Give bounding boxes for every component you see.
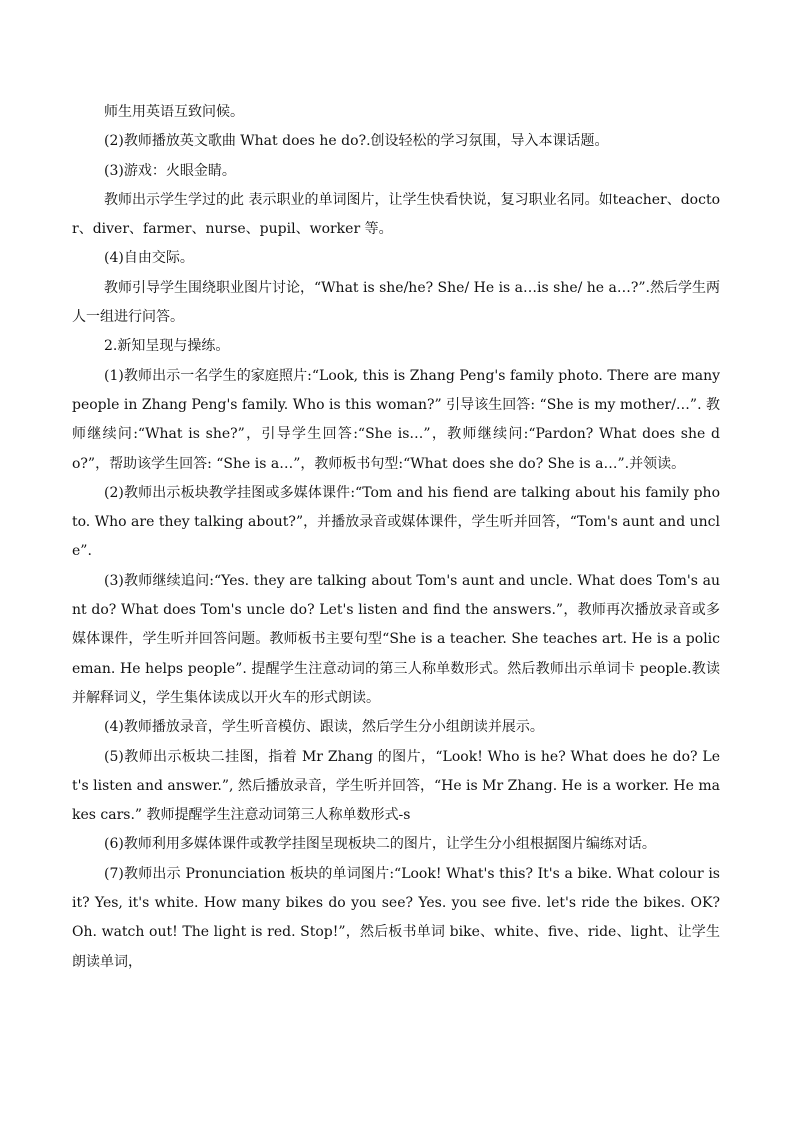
paragraph-step-3: (3)教师继续追问:“Yes. they are talking about Tom's aunt and uncle. What does Tom's aunt do? What does Tom's uncle do? Let's listen and find the answers.”，教师再次播放录音或多媒体课件，学生听并回答问题。教师板书主要句型“She is a teacher. She teaches art. He is a policeman. He helps people”. 提醒学生注意动词的第三人称单数形式。然后教师出示单词卡 people.教读并解释词义，学生集体读成以开火车的形式朗读。 [72, 572, 720, 706]
paragraph-step-4: (4)教师播放录音，学生听音模仿、跟读，然后学生分小组朗读并展示。 [104, 719, 544, 736]
paragraph-step-6: (6)教师利用多媒体课件或教学挂图呈现板块二的图片，让学生分小组根据图片编练对话。 [104, 836, 656, 853]
paragraph-step-5: (5)教师出示板块二挂图，指着 Mr Zhang 的图片，“Look! Who is he? What does he do? Let's listen and answer.”, 然后播放录音，学生听并回答，“He is Mr Zhang. He is a worker. He makes cars.” 教师提醒学生注意动词第三人称单数形式-s [72, 748, 720, 824]
paragraph-free-talk-body: 教师引导学生围绕职业图片讨论，“What is she/he? She/ He is a…is she/ he a…?”.然后学生两人一组进行问答。 [72, 279, 720, 326]
paragraph-game-body: 教师出示学生学过的此 表示职业的单词图片，让学生快看快说，复习职业名同。如teacher、doctor、diver、farmer、nurse、pupil、worker 等。 [72, 191, 720, 238]
document-page [72, 98, 720, 977]
paragraph-game-heading: (3)游戏：火眼金睛。 [104, 162, 236, 179]
paragraph-step-7: (7)教师出示 Pronunciation 板块的单词图片:“Look! What's this? It's a bike. What colour is it? Yes, it's white. How many bikes do you see? Yes. you see five. let's ride the bikes. OK? Oh. watch out! The light is red. Stop!”，然后板书单词 bike、white、five、ride、light、让学生朗读单词， [72, 865, 720, 970]
section-heading-new-knowledge: 2.新知呈现与操练。 [104, 338, 230, 355]
paragraph-step-2: (2)教师出示板块教学挂图或多媒体课件:“Tom and his fiend are talking about his family photo. Who are they talking about?”，并播放录音或媒体课件，学生听并回答，“Tom's aunt and uncle”. [72, 484, 720, 560]
paragraph-song: (2)教师播放英文歌曲 What does he do?.创设轻松的学习氛围，导入本课话题。 [104, 133, 609, 150]
paragraph-free-talk-heading: (4)自由交际。 [104, 250, 194, 267]
paragraph-greeting: 师生用英语互致问候。 [104, 104, 244, 120]
paragraph-step-1: (1)教师出示一名学生的家庭照片:“Look, this is Zhang Peng's family photo. There are many people in Zhang Peng's family. Who is this woman?” 引导该生回答: “She is my mother/…”. 教师继续问:“What is she?”，引导学生回答:“She is…”，教师继续问:“Pardon? What does she do?”，帮助该学生回答: “She is a…”，教师板书句型:“What does she do? She is a…”.并领读。 [72, 367, 720, 472]
